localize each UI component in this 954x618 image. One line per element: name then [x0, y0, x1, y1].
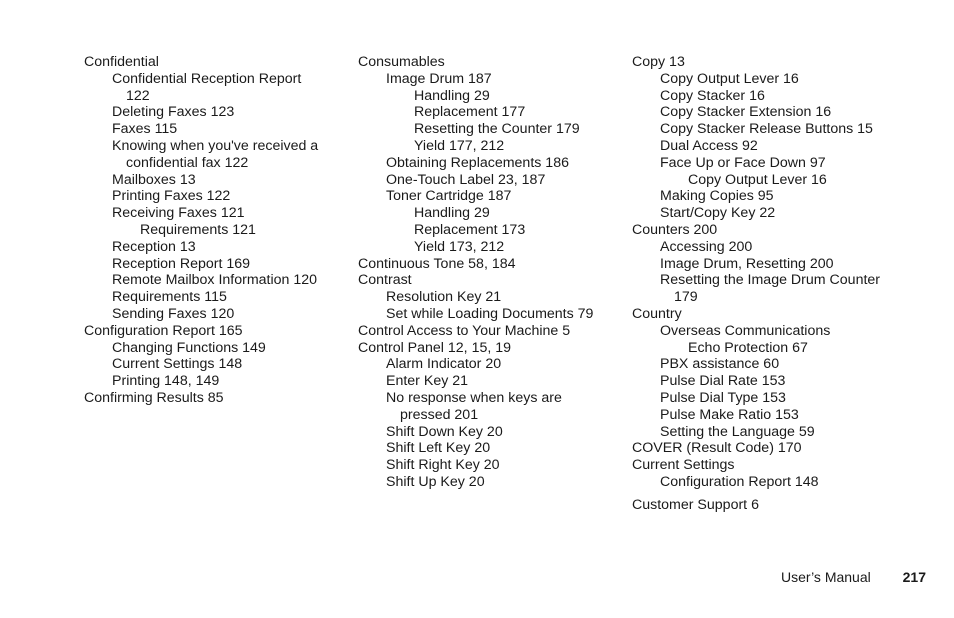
index-entry: Dual Access 92	[660, 137, 758, 154]
index-entry: Replacement 177	[414, 104, 526, 121]
index-entry: Replacement 173	[414, 221, 526, 238]
index-entry: Changing Functions 149	[112, 339, 266, 356]
page-footer	[781, 569, 926, 585]
index-entry: Customer Support 6	[632, 496, 759, 513]
index-entry: Deleting Faxes 123	[112, 104, 235, 121]
index-entry: Control Panel 12, 15, 19	[358, 339, 512, 356]
index-entry: Resolution Key 21	[386, 289, 502, 306]
index-entry: Copy Stacker 16	[660, 87, 765, 104]
index-entry: Resetting the Image Drum Counter	[660, 272, 881, 289]
index-entry: Printing Faxes 122	[112, 188, 231, 205]
index-entry: Shift Up Key 20	[386, 473, 485, 490]
index-entry: Sending Faxes 120	[112, 305, 235, 322]
index-column-2	[358, 54, 593, 491]
index-entry: Toner Cartridge 187	[386, 188, 512, 205]
index-entry: Consumables	[358, 54, 445, 70]
index-entry: Pulse Dial Type 153	[660, 389, 786, 406]
index-column-1	[84, 54, 318, 407]
index-entry: Confidential Reception Report	[112, 70, 302, 87]
index-entry: Confirming Results 85	[84, 389, 224, 406]
index-entry: Configuration Report 148	[660, 473, 819, 490]
index-entry: Remote Mailbox Information 120	[112, 272, 318, 289]
index-entry: Image Drum 187	[386, 70, 492, 87]
index-entry: Confidential	[84, 54, 159, 70]
index-entry: Contrast	[358, 272, 412, 289]
index-entry: Start/Copy Key 22	[660, 205, 776, 222]
index-entry: Shift Left Key 20	[386, 440, 491, 457]
index-entry: Copy 13	[632, 54, 685, 70]
index-entry: Pulse Dial Rate 153	[660, 373, 786, 390]
index-entry: Shift Right Key 20	[386, 457, 500, 474]
index-entry: Reception Report 169	[112, 255, 251, 272]
footer-manual-title: User’s Manual	[781, 569, 871, 585]
index-entry: One-Touch Label 23, 187	[386, 171, 546, 188]
page-number: 217	[902, 569, 926, 585]
index-entry: Configuration Report 165	[84, 322, 243, 339]
index-entry: Control Access to Your Machine 5	[358, 322, 571, 339]
index-entry: PBX assistance 60	[660, 356, 780, 373]
index-entry: Yield 173, 212	[414, 238, 505, 255]
index-entry: Alarm Indicator 20	[386, 356, 502, 373]
index-entry: Knowing when you've received a	[112, 137, 319, 154]
index-entry: Yield 177, 212	[414, 137, 505, 154]
index-entry: Echo Protection 67	[688, 339, 808, 356]
index-entry: Copy Output Lever 16	[688, 171, 827, 188]
index-entry: 179	[674, 289, 698, 306]
index-entry: Enter Key 21	[386, 373, 469, 390]
index-entry: Country	[632, 305, 682, 322]
index-entry: Set while Loading Documents 79	[386, 305, 594, 322]
index-entry: Handling 29	[414, 205, 490, 222]
index-entry: 122	[126, 87, 150, 104]
index-entry: Reception 13	[112, 238, 196, 255]
index-entry: Obtaining Replacements 186	[386, 154, 569, 171]
index-entry: Receiving Faxes 121	[112, 205, 245, 222]
index-entry: Resetting the Counter 179	[414, 121, 580, 138]
index-entry: COVER (Result Code) 170	[632, 440, 802, 457]
index-entry: Image Drum, Resetting 200	[660, 255, 834, 272]
index-entry: Faxes 115	[112, 121, 178, 138]
index-entry: Pulse Make Ratio 153	[660, 406, 799, 423]
index-entry: Current Settings 148	[112, 356, 243, 373]
index-entry: Handling 29	[414, 87, 490, 104]
index-entry: Shift Down Key 20	[386, 423, 503, 440]
index-entry: Continuous Tone 58, 184	[358, 255, 516, 272]
index-entry: Face Up or Face Down 97	[660, 154, 826, 171]
index-entry: Copy Output Lever 16	[660, 70, 799, 87]
index-entry: Copy Stacker Extension 16	[660, 104, 832, 121]
index-entry: Overseas Communications	[660, 322, 831, 339]
index-entry: Copy Stacker Release Buttons 15	[660, 121, 873, 138]
index-entry: Counters 200	[632, 221, 718, 238]
index-column-3	[632, 54, 880, 514]
index-entry: pressed 201	[400, 406, 479, 423]
index-entry: confidential fax 122	[126, 154, 249, 171]
index-entry: Requirements 121	[140, 221, 256, 238]
index-entry: Current Settings	[632, 457, 735, 474]
index-entry: Printing 148, 149	[112, 373, 220, 390]
index-entry: Setting the Language 59	[660, 423, 815, 440]
index-entry: No response when keys are	[386, 389, 562, 406]
index-entry: Making Copies 95	[660, 188, 774, 205]
index-entry: Accessing 200	[660, 238, 753, 255]
index-entry: Requirements 115	[112, 289, 227, 306]
index-entry: Mailboxes 13	[112, 171, 196, 188]
